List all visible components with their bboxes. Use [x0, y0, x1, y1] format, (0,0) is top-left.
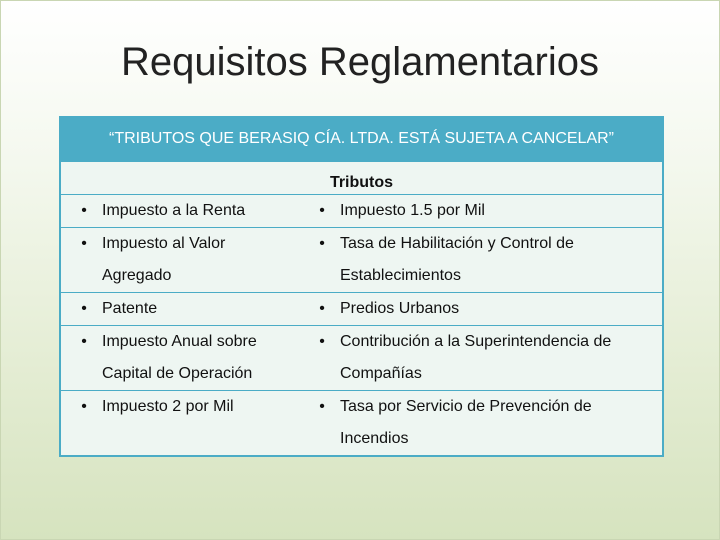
tributo-item: Tasa de Habilitación y Control de Establecimientos [340, 235, 574, 284]
tributo-item: Impuesto 2 por Mil [102, 398, 234, 415]
tributo-item: Impuesto Anual sobre Capital de Operación [102, 333, 257, 382]
bullet-icon: • [81, 398, 87, 415]
table-subheader: Tributos [60, 161, 663, 195]
bullet-icon: • [319, 333, 325, 350]
table-cell [297, 293, 663, 326]
tributo-item: Contribución a la Superintendencia de Compañías [340, 333, 612, 382]
bullet-icon: • [319, 398, 325, 415]
table-cell [297, 195, 663, 228]
tributo-item: Tasa por Servicio de Prevención de Incendios [340, 398, 592, 447]
tributo-item: Patente [102, 300, 158, 317]
table-cell [297, 228, 663, 293]
table-cell [297, 391, 663, 457]
table-row [60, 195, 663, 228]
tributo-item: Impuesto al Valor Agregado [102, 235, 226, 284]
table-cell [60, 293, 297, 326]
table-cell [60, 326, 297, 391]
tributo-item: Predios Urbanos [340, 300, 460, 317]
page-title: Requisitos Reglamentarios [120, 40, 599, 84]
table-row [60, 326, 663, 391]
table-header: “TRIBUTOS QUE BERASIQ CÍA. LTDA. ESTÁ SUJETA A CANCELAR” [60, 117, 663, 161]
bullet-icon: • [81, 235, 87, 252]
table-cell [297, 326, 663, 391]
table-cell [60, 228, 297, 293]
bullet-icon: • [319, 235, 325, 252]
table-row [60, 228, 663, 293]
table-cell [60, 391, 297, 457]
table-cell [60, 195, 297, 228]
tributo-item: Impuesto 1.5 por Mil [340, 202, 485, 219]
tributos-table [59, 116, 664, 457]
bullet-icon: • [319, 202, 325, 219]
tributo-item: Impuesto a la Renta [102, 202, 246, 219]
bullet-icon: • [81, 202, 87, 219]
bullet-icon: • [319, 300, 325, 317]
table-row [60, 293, 663, 326]
table-row [60, 391, 663, 457]
bullet-icon: • [81, 300, 87, 317]
bullet-icon: • [81, 333, 87, 350]
